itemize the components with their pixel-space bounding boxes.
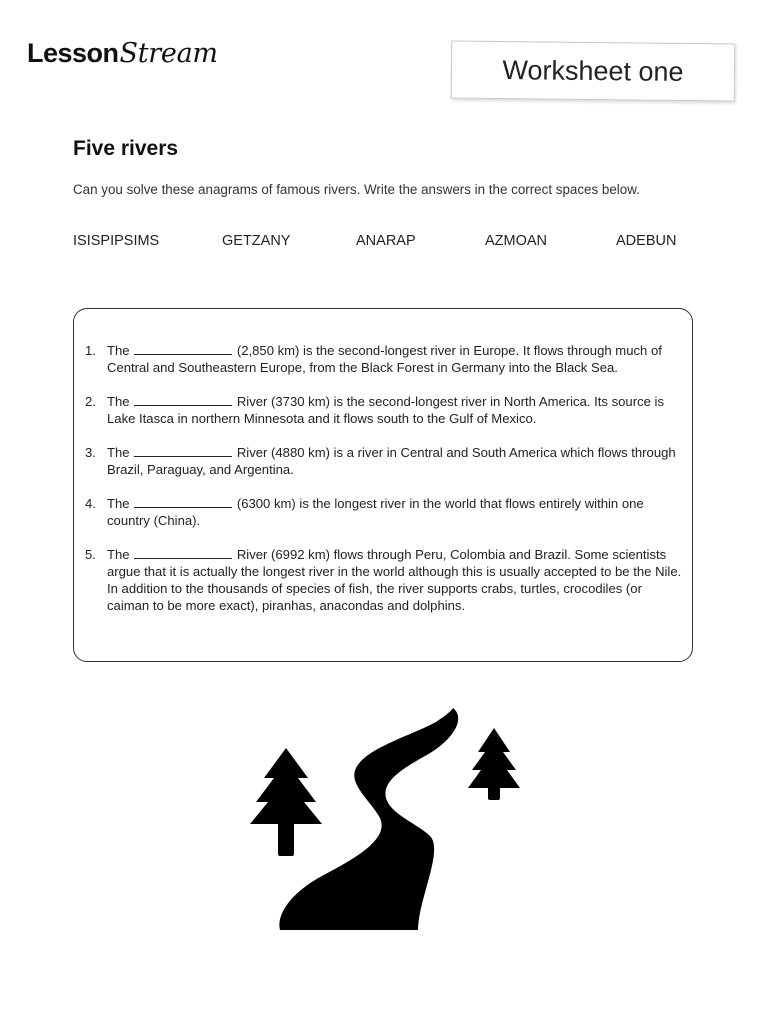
lessonstream-logo — [27, 38, 218, 72]
anagram-word: ANARAP — [356, 233, 416, 249]
question-item — [85, 495, 685, 529]
question-text-after: River (6992 km) flows through Peru, Colombia and Brazil. Some scientists argue that it is actually the longest river in the world although this is usually accepted to be the Nile. In addition to the thousands of species of fish, the river supports crabs, turtles, crocodiles (or caiman to be more exact), piranhas, anacondas and dolphins. — [107, 547, 682, 613]
anagram-word: ADEBUN — [616, 233, 677, 249]
anagram-word: AZMOAN — [485, 233, 548, 249]
question-number: 1. — [85, 343, 96, 358]
questions-box — [73, 308, 693, 662]
answer-blank[interactable] — [134, 495, 232, 508]
question-number: 3. — [85, 445, 96, 460]
question-number: 2. — [85, 394, 96, 409]
anagram-row — [73, 233, 713, 253]
question-text-before: The — [107, 496, 130, 511]
pine-tree-icon — [468, 728, 520, 800]
question-text-before: The — [107, 547, 130, 562]
question-text-before: The — [107, 394, 130, 409]
anagram-word: ISISPIPSIMS — [73, 233, 160, 249]
worksheet-label: Worksheet one — [502, 54, 684, 87]
answer-blank[interactable] — [134, 342, 232, 355]
page-title: Five rivers — [73, 137, 179, 160]
question-item — [85, 444, 685, 478]
question-item — [85, 342, 685, 376]
instructions-text: Can you solve these anagrams of famous rivers. Write the answers in the correct spaces below. — [73, 182, 640, 197]
question-text-before: The — [107, 445, 130, 460]
question-number: 5. — [85, 547, 96, 562]
question-list — [85, 342, 685, 631]
question-item — [85, 393, 685, 427]
anagram-word: GETZANY — [222, 233, 291, 249]
question-text-after: River (4880 km) is a river in Central and South America which flows through Brazil, Paraguay, and Argentina. — [107, 445, 676, 477]
question-text-after: River (3730 km) is the second-longest river in North America. Its source is Lake Itasca in northern Minnesota and it flows south to the Gulf of Mexico. — [107, 394, 665, 426]
pine-tree-icon — [250, 748, 322, 856]
answer-blank[interactable] — [134, 393, 232, 406]
question-text-before: The — [107, 343, 130, 358]
logo-text-stream: Stream — [119, 38, 218, 69]
question-number: 4. — [85, 496, 96, 511]
question-text-after: (2,850 km) is the second-longest river in Europe. It flows through much of Central and Southeastern Europe, from the Black Forest in Germany into the Black Sea. — [107, 343, 662, 375]
worksheet-label-box — [451, 41, 736, 102]
answer-blank[interactable] — [134, 546, 232, 559]
logo-text-lesson: Lesson — [27, 38, 119, 68]
question-text-after: (6300 km) is the longest river in the world that flows entirely within one country (China). — [107, 496, 644, 528]
river-illustration — [240, 700, 530, 940]
question-item — [85, 546, 685, 614]
answer-blank[interactable] — [134, 444, 232, 457]
